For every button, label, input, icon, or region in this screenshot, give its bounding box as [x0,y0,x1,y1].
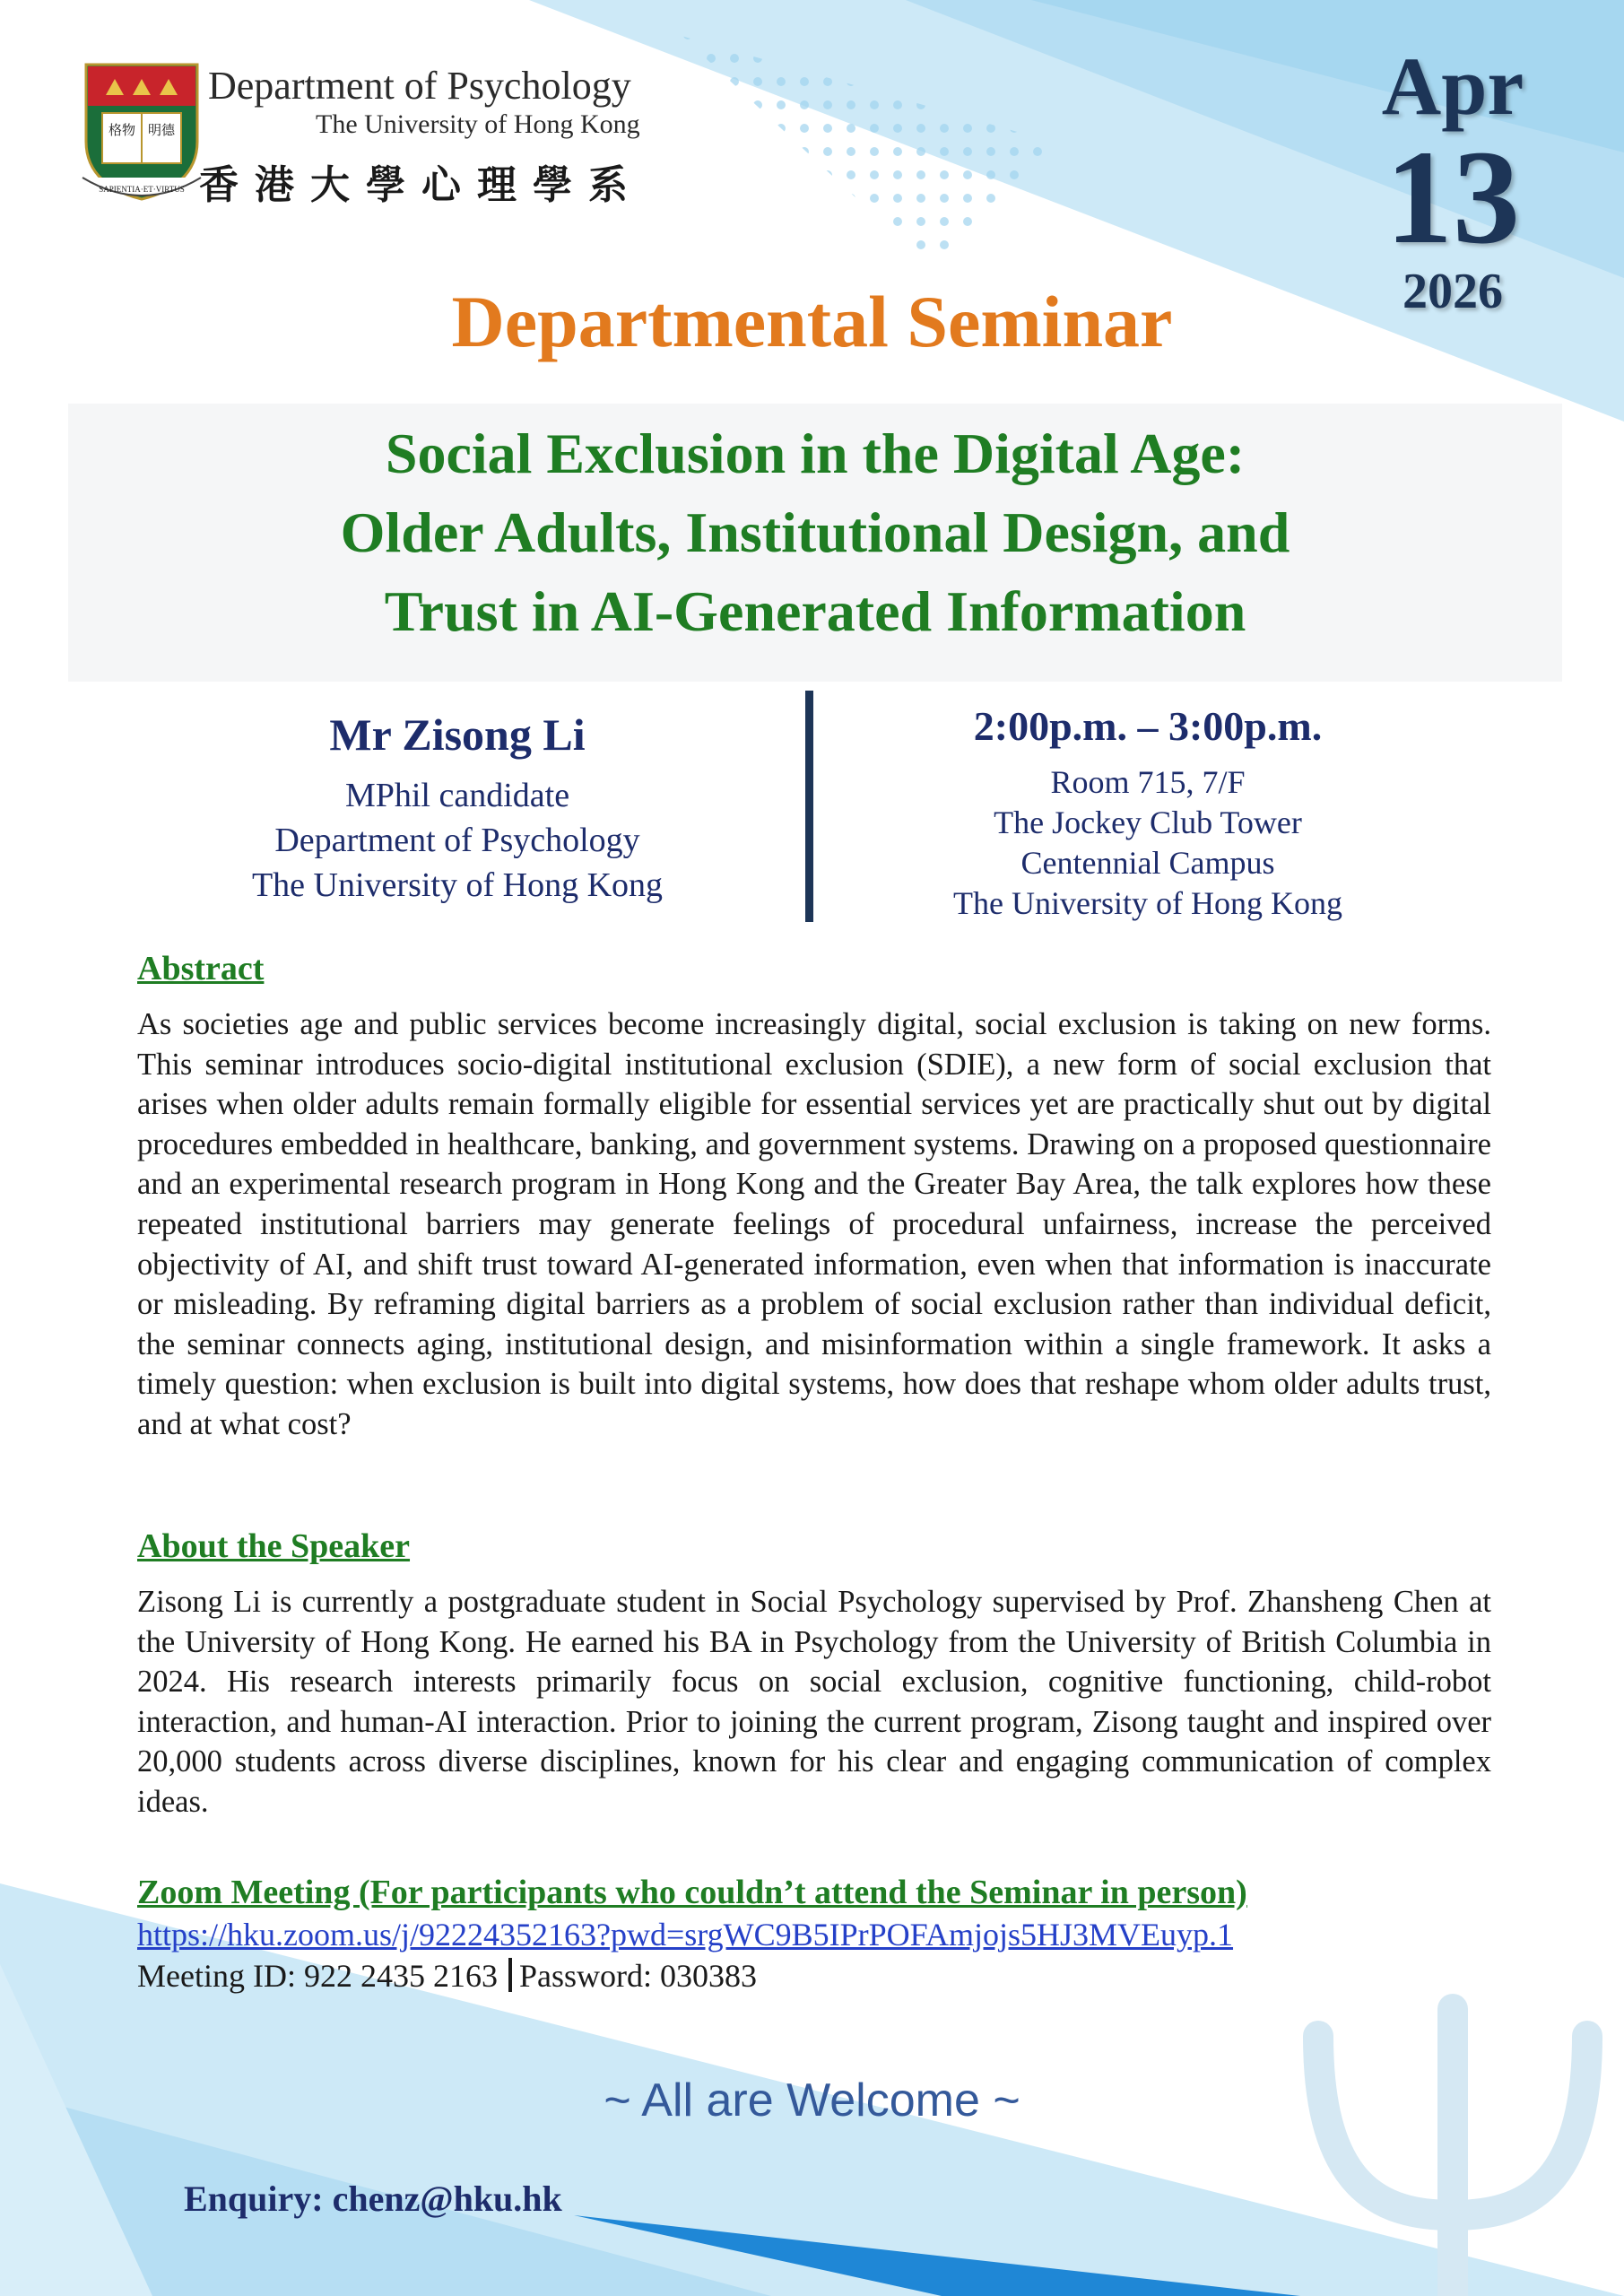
zoom-link[interactable]: https://hku.zoom.us/j/92224352163?pwd=srgWC9B5IPrPOFAmjojs5HJ3MVEuyp.1 [137,1917,1234,1952]
department-name: Department of Psychology [208,64,631,108]
meeting-password: Password: 030383 [518,1958,757,1994]
venue-campus: Centennial Campus [1020,845,1275,881]
zoom-heading: Zoom Meeting (For participants who couldn’t attend the Seminar in person) [137,1874,1247,1911]
date-month: Apr [1381,40,1524,132]
speaker-name: Mr Zisong Li [329,709,586,760]
venue-building: The Jockey Club Tower [994,804,1302,840]
event-date [1368,41,1538,319]
title-line: Trust in AI-Generated Information [384,579,1246,643]
venue-university: The University of Hong Kong [953,885,1342,921]
seminar-type-heading: Departmental Seminar [451,281,1173,362]
enquiry-contact: Enquiry: chenz@hku.hk [184,2179,562,2219]
title-line: Social Exclusion in the Digital Age: [385,422,1246,485]
meeting-info [137,1957,757,1995]
university-name: The University of Hong Kong [316,109,640,139]
welcome-message: ~ All are Welcome ~ [604,2074,1020,2126]
about-speaker-text: Zisong Li is currently a postgraduate student in Social Psychology supervised by Prof. Zhansheng Chen at the University of Hong Kong. He earned his BA in Psychology from the University of British Columbia in 2024. His research interests primarily focus on social exclusion, cognitive functioning, child-robot interaction, and human-AI interaction. Prior to joining the current program, Zisong taught and inspired over 20,000 students across diverse disciplines, known for his clear and engaging communication of complex ideas. [137,1585,1491,1819]
crest-chinese-right: 明德 [147,122,176,138]
separator-bar [508,1958,512,1992]
vertical-divider [805,691,813,922]
chinese-department-name: 香港大學心理學系 [199,163,644,207]
speaker-university: The University of Hong Kong [251,866,664,904]
date-day: 13 [1385,123,1520,272]
title-line: Older Adults, Institutional Design, and [340,500,1290,564]
crest-motto: SAPIENTIA·ET·VIRTUS [99,185,185,194]
abstract-heading: Abstract [137,950,265,987]
hku-crest-logo [79,59,204,203]
abstract-text: As societies age and public services become increasingly digital, social exclusion is taking on new forms. This seminar introduces socio-digital institutional exclusion (SDIE), a new form of social exclusion that arises when older adults remain formally eligible for essential services yet are practically shut out by digital procedures embedded in healthcare, banking, and government systems. Drawing on a proposed questionnaire and an experimental research program in Hong Kong and the Greater Bay Area, the talk explores how these repeated institutional barriers may generate feelings of procedural unfairness, increase the perceived objectivity of AI, and shift trust toward AI-generated information, even when that information is inaccurate or misleading. By reframing digital barriers as a problem of social exclusion rather than individual deficit, the seminar connects aging, institutional design, and misinformation within a single framework. It asks a timely question: when exclusion is built into digital systems, how does that reshape whom older adults trust, and at what cost? [137,1007,1491,1441]
venue-room: Room 715, 7/F [1050,764,1246,800]
speaker-role: MPhil candidate [344,777,570,814]
seminar-title [68,414,1562,651]
meeting-id: Meeting ID: 922 2435 2163 [137,1958,498,1994]
crest-chinese-left: 格物 [108,122,136,138]
date-year: 2026 [1403,264,1503,319]
about-speaker-heading: About the Speaker [137,1527,411,1565]
speaker-department: Department of Psychology [274,822,640,859]
speaker-info [188,703,726,908]
psi-watermark-icon [1282,1973,1623,2296]
event-time: 2:00p.m. – 3:00p.m. [973,703,1323,749]
venue-info [879,698,1417,924]
